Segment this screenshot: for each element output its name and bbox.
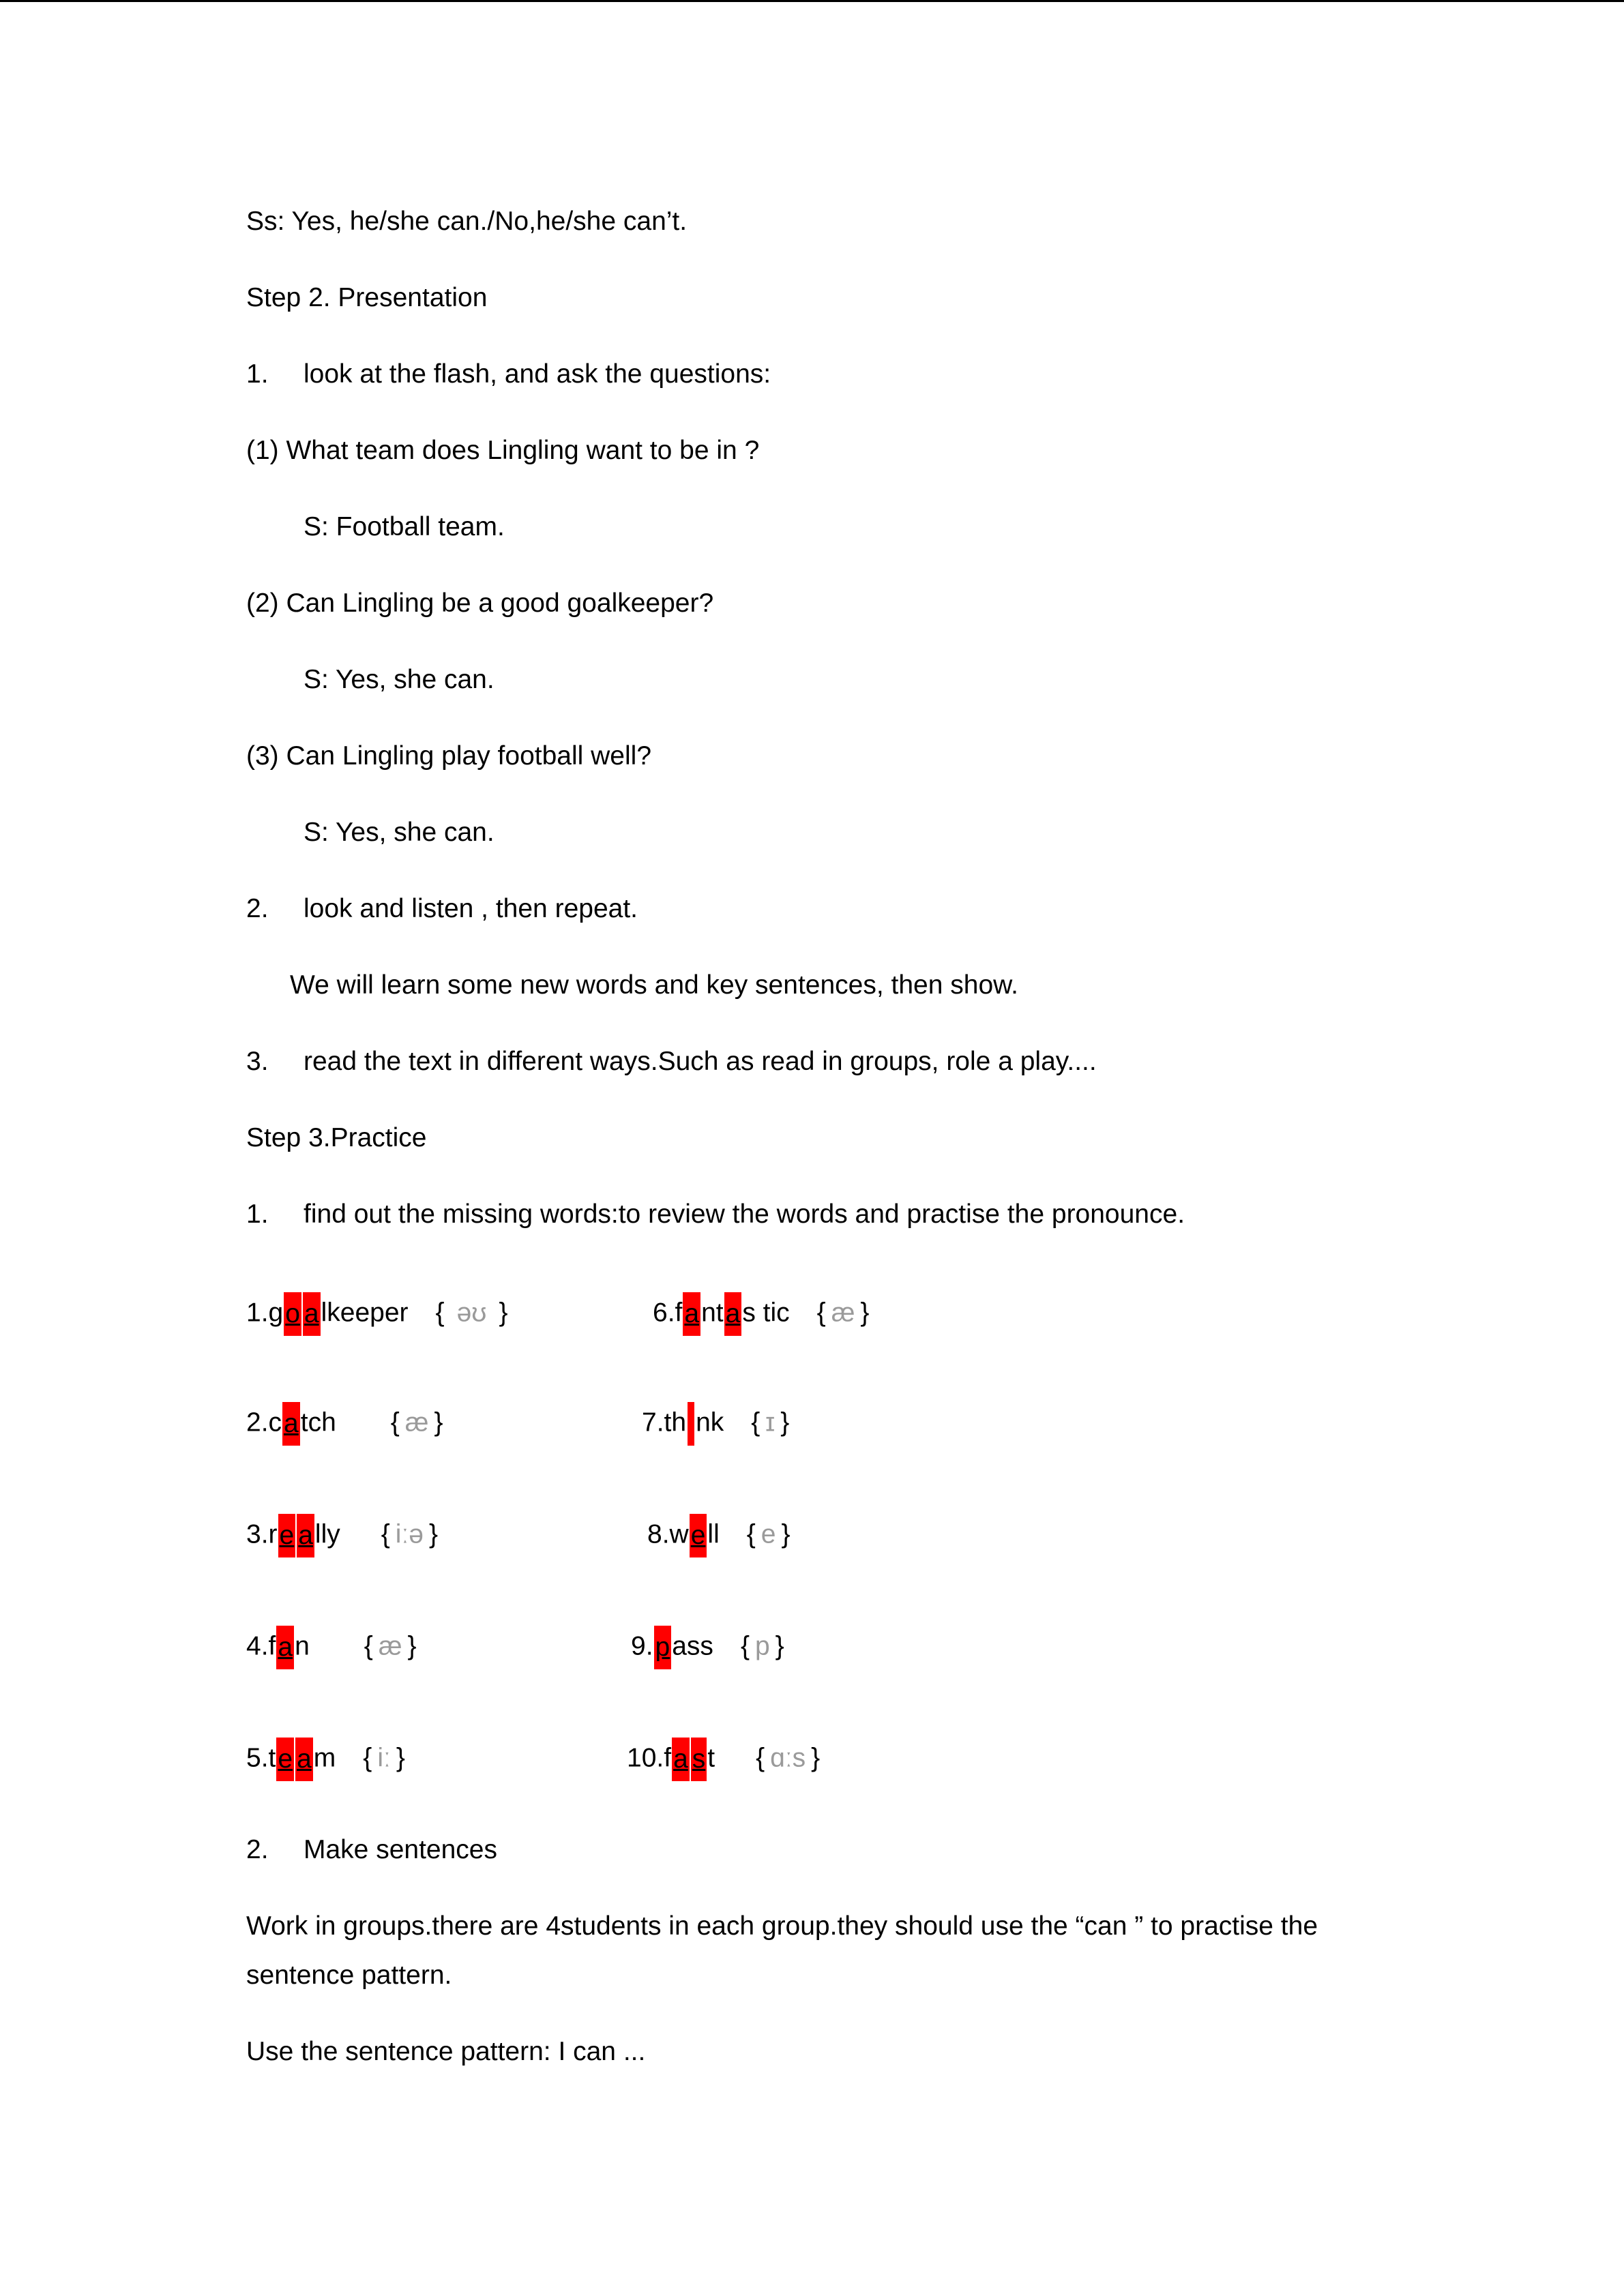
highlighted-letter: p xyxy=(654,1626,672,1669)
highlighted-letter: o xyxy=(284,1292,301,1336)
highlighted-letter: a xyxy=(724,1292,742,1336)
highlighted-letter xyxy=(688,1402,694,1446)
answer-1: S: Football team. xyxy=(304,512,505,541)
highlighted-letter: a xyxy=(297,1514,314,1557)
word-item-2: 2.catch { æ } xyxy=(246,1402,443,1446)
list-item-1: 1. look at the flash, and ask the questions: xyxy=(246,357,771,391)
student-answer-line: Ss: Yes, he/she can./No,he/she can’t. xyxy=(246,207,688,236)
list-number: 1. xyxy=(246,359,269,389)
answer-2: S: Yes, she can. xyxy=(304,665,494,694)
highlighted-letter: a xyxy=(276,1626,294,1669)
group-work-line-1: Work in groups.there are 4students in each group.they should use the “can ” to practise the xyxy=(246,1911,1318,1941)
highlighted-letter: a xyxy=(672,1738,690,1781)
word-item-8: 8.well { e } xyxy=(647,1514,791,1557)
phonetic-symbol: iːə xyxy=(395,1519,424,1549)
highlighted-letter: e xyxy=(278,1514,296,1557)
highlighted-letter: e xyxy=(276,1738,294,1781)
list-number: 2. xyxy=(246,1835,269,1864)
word-item-4: 4.fan { æ } xyxy=(246,1626,417,1669)
highlighted-letter: a xyxy=(303,1292,321,1336)
word-item-1: 1.go alkeeper { əʊ } xyxy=(246,1292,507,1336)
list-number: 1. xyxy=(246,1199,269,1229)
phonetic-symbol: æ xyxy=(831,1298,855,1328)
question-2: (2) Can Lingling be a good goalkeeper? xyxy=(246,588,714,618)
word-item-7: 7.th nk { ɪ } xyxy=(642,1402,789,1446)
phonetic-symbol: e xyxy=(761,1519,776,1549)
practice-item-2: 2. Make sentences xyxy=(246,1833,497,1867)
word-item-9: 9.pass { p } xyxy=(631,1626,784,1669)
word-item-10: 10.fa st { ɑːs } xyxy=(627,1738,820,1781)
phonetic-symbol: ɪ xyxy=(765,1407,776,1437)
list-item-2: 2. look and listen , then repeat. xyxy=(246,892,638,926)
phonetic-symbol: iː xyxy=(377,1743,391,1773)
phonetic-symbol: æ xyxy=(378,1631,402,1661)
word-item-6: 6.fantas tic { æ } xyxy=(653,1292,869,1336)
phonetic-symbol: p xyxy=(754,1631,770,1661)
question-1: (1) What team does Lingling want to be in ? xyxy=(246,436,760,465)
word-item-5: 5.te am { iː } xyxy=(246,1738,405,1781)
top-border xyxy=(0,0,1624,2)
phonetic-symbol: æ xyxy=(404,1407,429,1437)
step-3-heading: Step 3.Practice xyxy=(246,1123,427,1152)
highlighted-letter: a xyxy=(683,1292,700,1336)
question-3: (3) Can Lingling play football well? xyxy=(246,741,652,771)
list-number: 2. xyxy=(246,894,269,923)
list-item-3: 3. read the text in different ways.Such as read in groups, role a play.... xyxy=(246,1045,1097,1079)
highlighted-letter: a xyxy=(295,1738,313,1781)
group-work-line-2: sentence pattern. xyxy=(246,1960,452,1990)
word-item-3: 3.re ally { iːə } xyxy=(246,1514,438,1557)
practice-item-1: 1. find out the missing words:to review the words and practise the pronounce. xyxy=(246,1197,1185,1232)
step-2-heading: Step 2. Presentation xyxy=(246,283,488,312)
highlighted-letter: a xyxy=(282,1402,300,1446)
learn-line: We will learn some new words and key sentences, then show. xyxy=(290,970,1018,1000)
highlighted-letter: s xyxy=(691,1738,707,1781)
highlighted-letter: e xyxy=(690,1514,707,1557)
phonetic-symbol: əʊ xyxy=(456,1298,487,1328)
answer-3: S: Yes, she can. xyxy=(304,818,494,847)
list-number: 3. xyxy=(246,1047,269,1076)
sentence-pattern-line: Use the sentence pattern: I can ... xyxy=(246,2037,646,2066)
phonetic-symbol: ɑːs xyxy=(770,1743,806,1773)
